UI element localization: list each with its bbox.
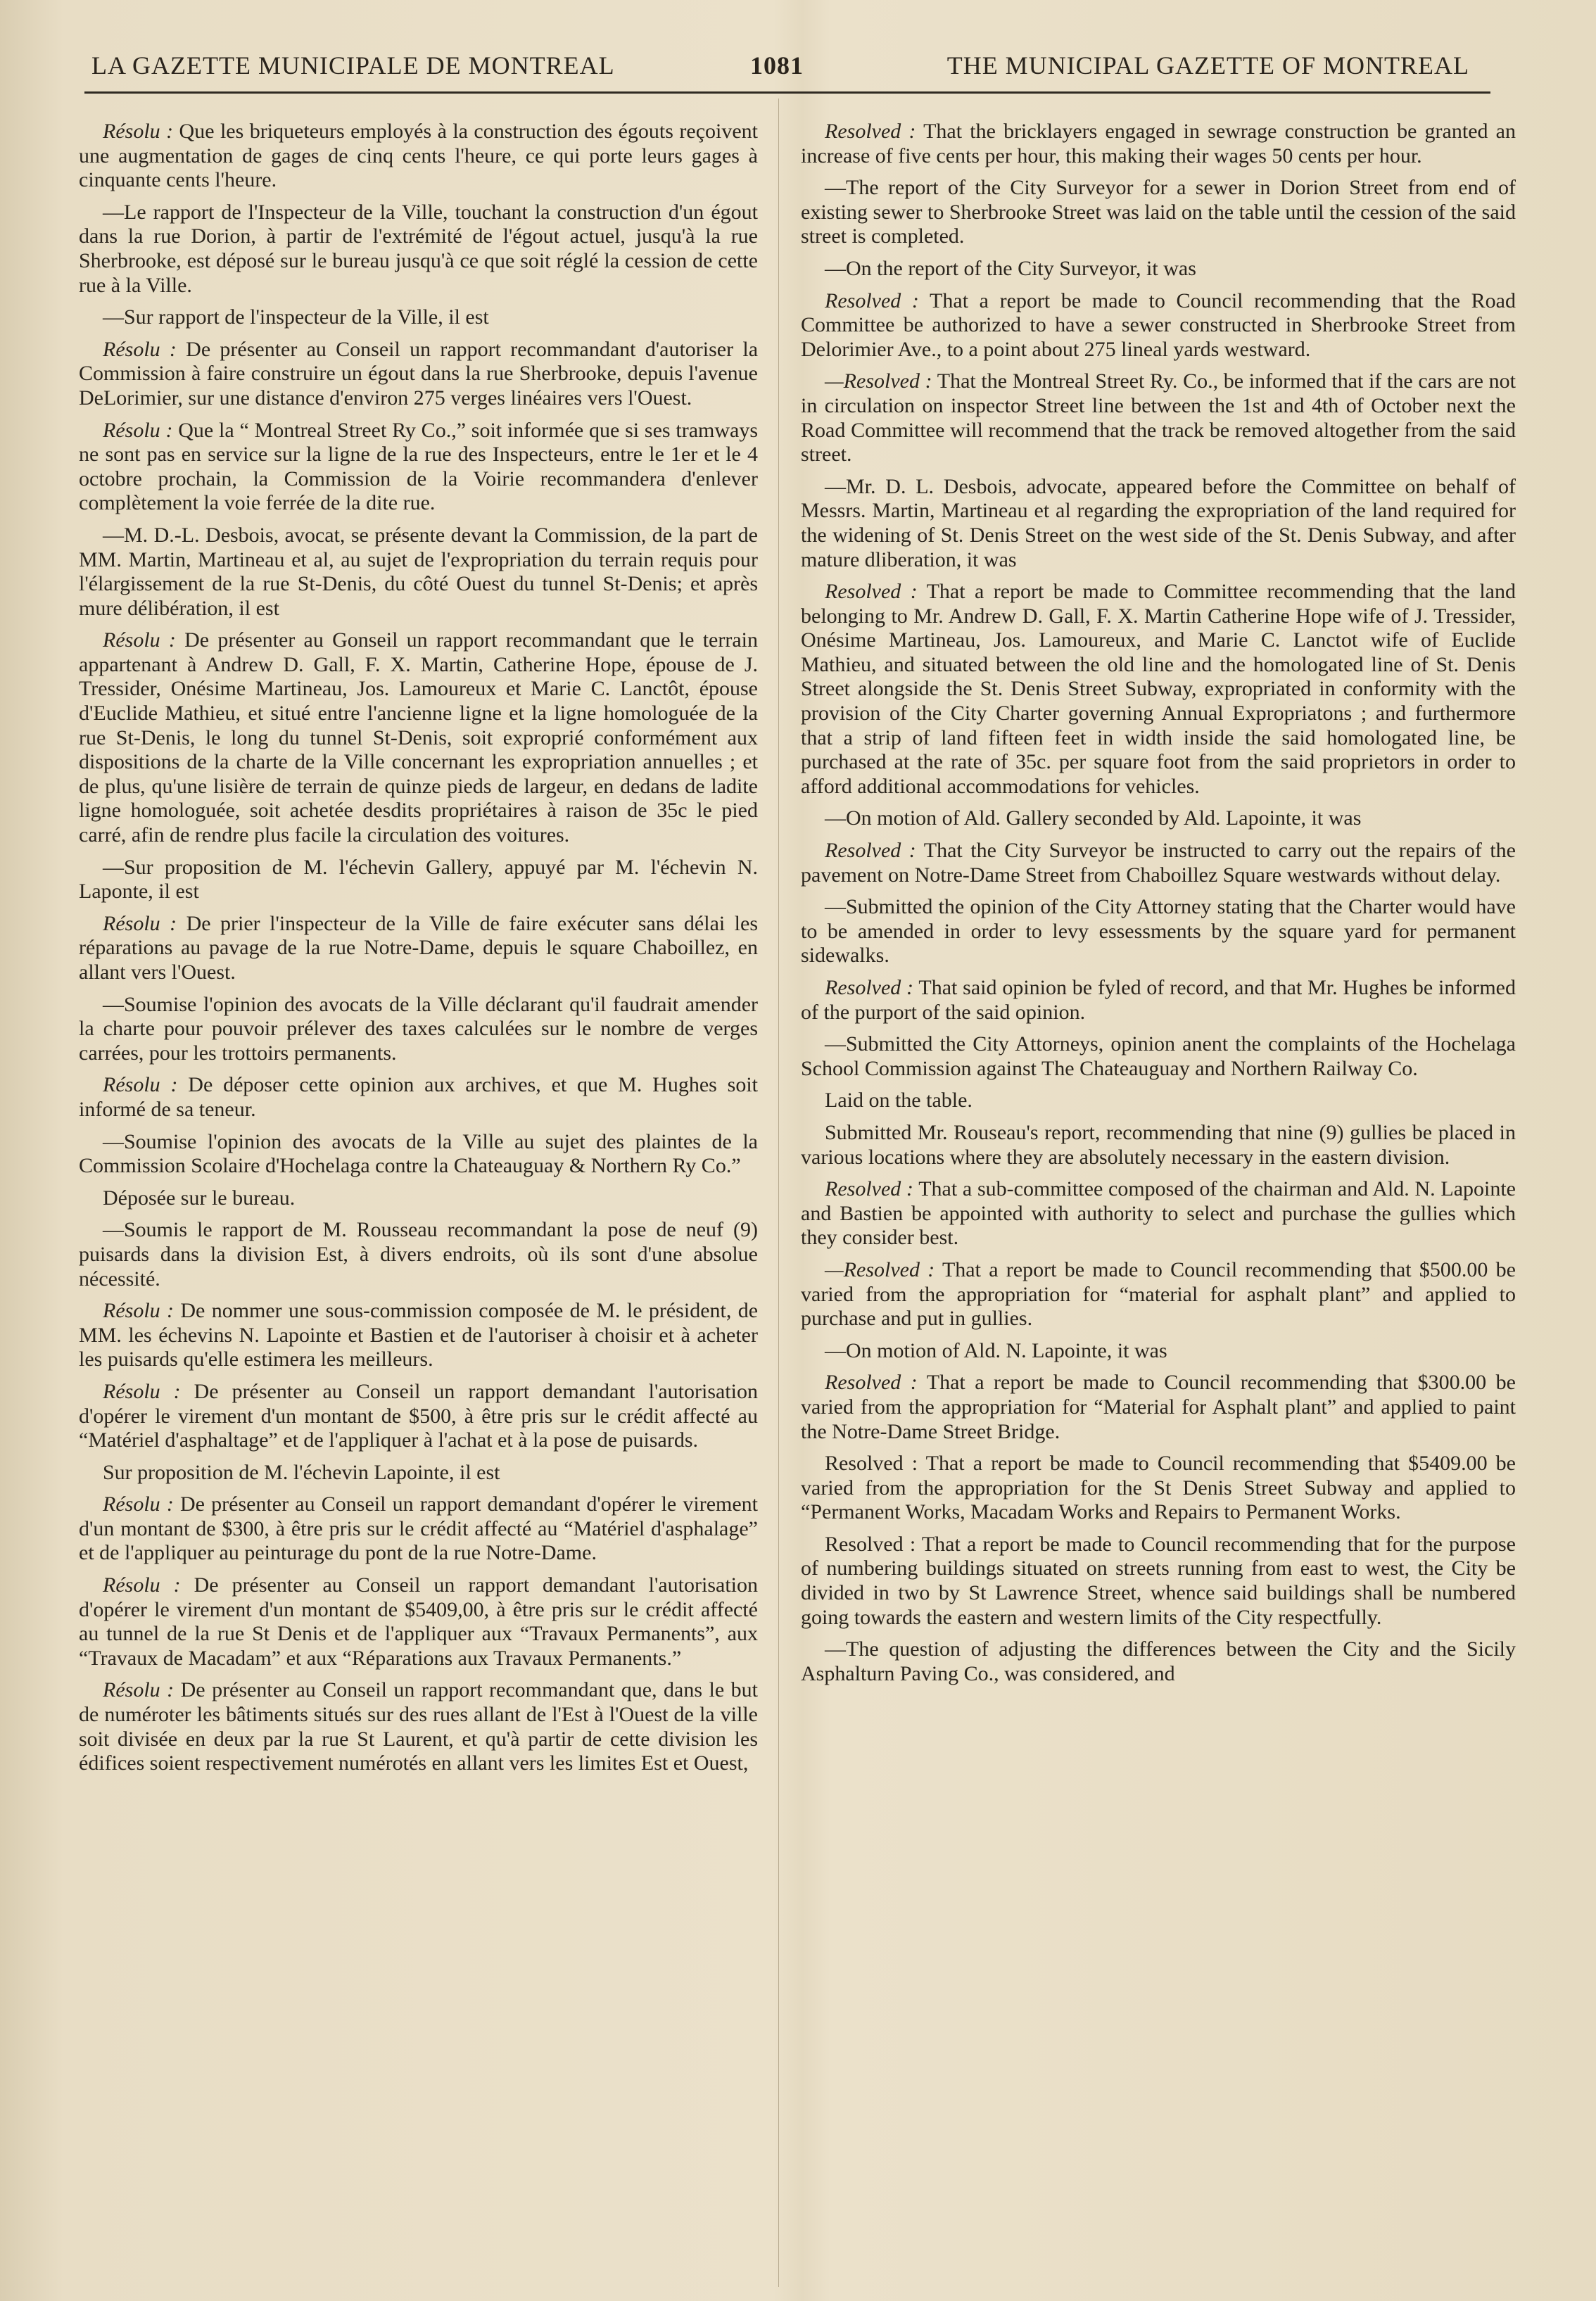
paragraph-text: Submitted Mr. Rouseau's report, recommending that nine (9) gullies be placed in various locations where they are absolutely necessary in the eastern division.	[801, 1120, 1516, 1169]
paragraph-text: —Soumise l'opinion des avocats de la Ville au sujet des plaintes de la Commission Scolaire d'Hochelaga contre la Chateauguay & Northern Ry Co.”	[79, 1129, 758, 1178]
paragraph	[79, 1186, 758, 1211]
paragraph-text: De présenter au Gonseil un rapport recommandant que le terrain appartenant à Andrew D. Gall, F. X. Martin, Catherine Hope, épouse de J. Tressider, Onésime Martineau, Jos. Lamoureux et Marie C. Lanctôt, épouse d'Euclide Mathieu, et situé entre l'ancienne ligne et la ligne homologuée de la rue St-Denis, le long du tunnel St-Denis, soit exproprié conformément aux dispositions de la charte de la Ville concernant les expropriation annuelles ; et de plus, qu'une lisière de terrain de quinze pieds de largeur, en dedans de ladite ligne homologuée, soit achetée desdits propriétaires à raison de 35c le pied carré, afin de rendre plus facile la circulation des voitures.	[79, 628, 759, 847]
resolution-label: Résolu :	[103, 120, 174, 143]
paragraph	[79, 120, 758, 193]
paragraph-text: That the City Surveyor be instructed to carry out the repairs of the pavement on Notre-Dame Street from Chaboillez Square westwards without delay.	[801, 839, 1516, 887]
paragraph-text: That said opinion be fyled of record, and that Mr. Hughes be informed of the purport of the said opinion.	[801, 976, 1516, 1024]
paragraph	[801, 289, 1516, 362]
paragraph	[79, 1218, 758, 1291]
paragraph	[801, 176, 1516, 249]
paragraph	[79, 912, 758, 985]
resolution-label: Resolved :	[825, 580, 918, 604]
paragraph-text: That the bricklayers engaged in sewrage construction be granted an increase of five cents per hour, this making their wages 50 cents per hour.	[801, 120, 1516, 167]
paragraph	[79, 1573, 758, 1671]
paragraph	[801, 369, 1516, 467]
resolution-label: Résolu :	[103, 1299, 174, 1323]
paragraph	[801, 1452, 1516, 1525]
paragraph	[801, 976, 1516, 1025]
paragraph	[801, 1121, 1516, 1169]
paragraph	[79, 1130, 758, 1179]
english-title: THE MUNICIPAL GAZETTE OF MONTREAL	[946, 51, 1469, 80]
paragraph-text: De nommer une sous-commission composée de M. le président, de MM. les échevins N. Lapointe et Bastien et de l'autoriser à choisir et à acheter les puisards qu'elle estimera les meilleurs.	[79, 1299, 759, 1371]
paragraph-text: —Sur rapport de l'inspecteur de la Ville, il est	[103, 305, 489, 329]
paragraph	[79, 628, 758, 847]
paragraph-text: —On motion of Ald. Gallery seconded by Ald. Lapointe, it was	[825, 806, 1362, 830]
paragraph	[79, 1461, 758, 1485]
paragraph	[801, 1339, 1516, 1364]
paragraph	[801, 1032, 1516, 1081]
resolution-label: Resolved :	[825, 120, 916, 143]
paragraph-text: —Mr. D. L. Desbois, advocate, appeared before the Committee on behalf of Messrs. Martin, Martineau et al regarding the expropriation of the land required for the widening of St. Denis Street on the west side of the St. Denis Subway, and after mature dliberation, it was	[801, 474, 1516, 571]
paragraph	[79, 1678, 758, 1775]
paragraph-text: Que les briqueteurs employés à la construction des égouts reçoivent une augmentation de gages de cinq cents l'heure, ce qui porte leurs gages à cinquante cents l'heure.	[79, 120, 758, 192]
paragraph-text: Resolved : That a report be made to Council recommending that for the purpose of numbering buildings situated on streets running from east to west, the City be divided in two by St Lawrence Street, whence said buildings shall be numbered going towards the eastern and western limits of the City respectfully.	[801, 1532, 1516, 1629]
french-title: LA GAZETTE MUNICIPALE DE MONTREAL	[91, 51, 615, 80]
paragraph-text: —On motion of Ald. N. Lapointe, it was	[825, 1338, 1167, 1362]
paragraph-text: That the Montreal Street Ry. Co., be informed that if the cars are not in circulation on inspector Street line between the 1st and 4th of October next the Road Committee will recommend that the track be removed altogether from the said street.	[801, 369, 1516, 467]
paragraph-text: De présenter au Conseil un rapport demandant l'autorisation d'opérer le virement d'un montant de $5409,00, à être pris sur le crédit affecté au tunnel de la rue St Denis et de l'appliquer aux “Travaux Permanents”, aux “Travaux de Macadam” et aux “Réparations aux Travaux Permanents.”	[79, 1573, 759, 1670]
paragraph	[79, 338, 758, 411]
paragraph-text: De présenter au Conseil un rapport recommandant d'autoriser la Commission à faire construire un égout dans la rue Sherbrooke, depuis l'avenue DeLorimier, sur une distance d'environ 275 verges linéaires vers l'Ouest.	[79, 337, 759, 410]
resolution-label: —Resolved :	[825, 1257, 935, 1281]
paragraph-text: —The question of adjusting the differences between the City and the Sicily Asphalturn Paving Co., was considered, and	[801, 1637, 1516, 1685]
paragraph-text: De présenter au Conseil un rapport demandant l'autorisation d'opérer le virement d'un montant de $500, à être pris sur le crédit affecté au “Matériel d'asphaltage” et de l'appliquer à l'achat et à la pose de puisards.	[79, 1379, 759, 1452]
english-column	[801, 120, 1516, 1686]
paragraph	[79, 993, 758, 1066]
paragraph-text: —Submitted the opinion of the City Attorney stating that the Charter would have to be amended in order to levy essessments by the square yard for permanent sidewalks.	[801, 895, 1516, 968]
paragraph	[801, 1371, 1516, 1444]
page-number: 1081	[750, 51, 804, 80]
resolution-label: Resolved :	[825, 839, 916, 863]
resolution-label: Résolu :	[103, 911, 177, 935]
paragraph	[79, 1492, 758, 1566]
resolution-label: Résolu :	[103, 1492, 174, 1516]
paragraph-text: That a report be made to Council recommending that the Road Committee be authorized to have a sewer constructed in Sherbrooke Street from Delorimier Ave., to a point about 275 lineal yards westward.	[801, 289, 1516, 361]
paragraph	[79, 1299, 758, 1372]
resolution-label: Resolved :	[825, 976, 914, 999]
paragraph-text: —On the report of the City Surveyor, it was	[825, 256, 1196, 280]
paragraph-text: —M. D.-L. Desbois, avocat, se présente devant la Commission, de la part de MM. Martin, Martineau et al, au sujet de l'expropriation du terrain requis pour l'élargissement de la rue St-Denis, du côté Ouest du tunnel St-Denis; et après mure délibération, il est	[79, 523, 758, 620]
resolution-label: Résolu :	[103, 628, 176, 652]
resolution-label: Résolu :	[103, 1573, 181, 1597]
paragraph	[79, 856, 758, 904]
page-header	[91, 51, 1469, 93]
resolution-label: Resolved :	[825, 1177, 914, 1201]
resolution-label: Résolu :	[103, 1379, 181, 1403]
paragraph	[79, 524, 758, 621]
paragraph-text: —Submitted the City Attorneys, opinion anent the complaints of the Hochelaga School Commission against The Chateauguay and Northern Railway Co.	[801, 1032, 1516, 1080]
paragraph	[801, 1637, 1516, 1686]
paragraph	[801, 895, 1516, 968]
paragraph	[801, 1177, 1516, 1250]
paragraph	[801, 1089, 1516, 1113]
resolution-label: Résolu :	[103, 1073, 178, 1097]
paragraph-text: —The report of the City Surveyor for a sewer in Dorion Street from end of existing sewer to Sherbrooke Street was laid on the table until the cession of the said street is completed.	[801, 176, 1516, 248]
resolution-label: Résolu :	[103, 418, 173, 442]
paragraph-text: That a report be made to Committee recommending that the land belonging to Mr. Andrew D. Gall, F. X. Martin Catherine Hope wife of J. Tressider, Onésime Martineau, Jos. Lamoureux, and Marie C. Lanctot wife of Euclide Mathieu, and situated between the old line and the homologated line of St. Denis Street alongside the St. Denis Street Subway, expropriated in conformity with the provision of the City Charter governing Annual Expropriatons ; and furthermore that a strip of land fifteen feet in width inside the said homologated line, be purchased at the rate of 35c. per square foot from the said proprietors in order to afford additional accommodations for vehicles.	[801, 580, 1516, 798]
paragraph	[801, 257, 1516, 281]
paragraph	[801, 120, 1516, 168]
paragraph-text: —Le rapport de l'Inspecteur de la Ville, touchant la construction d'un égout dans la rue Dorion, à partir de l'extrémité de l'égout actuel, jusqu'à la rue Sherbrooke, est déposé sur le bureau jusqu'à ce que soit réglé la cession de cette rue à la Ville.	[79, 200, 758, 297]
paragraph	[79, 419, 758, 516]
paragraph-text: De prier l'inspecteur de la Ville de faire exécuter sans délai les réparations au pavage de la rue Notre-Dame, depuis le square Chaboillez, en allant vers l'Ouest.	[79, 911, 759, 984]
paragraph-text: That a report be made to Council recommending that $300.00 be varied from the appropriation for “Material for Asphalt plant” and applied to paint the Notre-Dame Street Bridge.	[801, 1371, 1516, 1443]
paragraph-text: —Soumise l'opinion des avocats de la Ville déclarant qu'il faudrait amender la charte pour pouvoir prélever des taxes calculées sur le nombre de verges carrées, pour les trottoirs permanents.	[79, 992, 758, 1065]
header-rule	[84, 91, 1490, 94]
paragraph-text: Déposée sur le bureau.	[103, 1186, 296, 1210]
resolution-label: Resolved :	[825, 1371, 918, 1395]
resolution-label: Résolu :	[103, 1678, 175, 1702]
paragraph-text: That a sub-committee composed of the chairman and Ald. N. Lapointe and Bastien be appointed with authority to select and purchase the gullies which they consider best.	[801, 1177, 1516, 1250]
paragraph	[801, 1533, 1516, 1630]
paragraph	[79, 1380, 758, 1453]
paragraph-text: Resolved : That a report be made to Council recommending that $5409.00 be varied from the appropriation for the St Denis Street Subway and applied to “Permanent Works, Macadam Works and Repairs to Permanent Works.	[801, 1452, 1516, 1524]
resolution-label: —Resolved :	[825, 369, 932, 393]
column-divider	[778, 99, 779, 2287]
resolution-label: Resolved :	[825, 289, 919, 312]
french-column	[79, 120, 758, 1776]
paragraph-text: De déposer cette opinion aux archives, et que M. Hughes soit informé de sa teneur.	[79, 1073, 759, 1121]
paragraph-text: Que la “ Montreal Street Ry Co.,” soit informée que si ses tramways ne sont pas en service sur la ligne de la rue des Inspecteurs, entre le 1er et le 4 octobre prochain, la Commission de la Voirie recommandera d'enlever complètement la voie ferrée de la dite rue.	[79, 418, 758, 515]
paragraph-text: De présenter au Conseil un rapport demandant d'opérer le virement d'un montant de $300, à être pris sur le crédit affecté au “Matériel d'asphalage” et de l'appliquer au peinturage du pont de la rue Notre-Dame.	[79, 1492, 759, 1565]
paragraph-text: Laid on the table.	[825, 1089, 973, 1113]
paragraph	[801, 475, 1516, 572]
paragraph-text: —Soumis le rapport de M. Rousseau recommandant la pose de neuf (9) puisards dans la division Est, à divers endroits, où ils sont d'une absolue nécessité.	[79, 1218, 758, 1291]
paragraph-text: —Sur proposition de M. l'échevin Gallery, appuyé par M. l'échevin N. Laponte, il est	[79, 855, 758, 904]
paragraph	[801, 1258, 1516, 1331]
paragraph	[801, 580, 1516, 799]
paragraph-text: Sur proposition de M. l'échevin Lapointe, il est	[103, 1460, 500, 1484]
paragraph	[79, 305, 758, 330]
paragraph-text: De présenter au Conseil un rapport recommandant que, dans le but de numéroter les bâtiments situés sur des rues allant de l'Est à l'Ouest de la ville soit divisée en deux par la rue St Laurent, et qu'à partir de cette division les édifices soient respectivement numérotés en allant vers les limites Est et Ouest,	[79, 1678, 758, 1775]
paragraph	[79, 1073, 758, 1122]
paragraph	[801, 839, 1516, 887]
paragraph	[801, 806, 1516, 831]
resolution-label: Résolu :	[103, 337, 177, 361]
paragraph-text: That a report be made to Council recommending that $500.00 be varied from the appropriation for “material for asphalt plant” and applied to purchase and put in gullies.	[801, 1257, 1516, 1331]
paragraph	[79, 201, 758, 298]
